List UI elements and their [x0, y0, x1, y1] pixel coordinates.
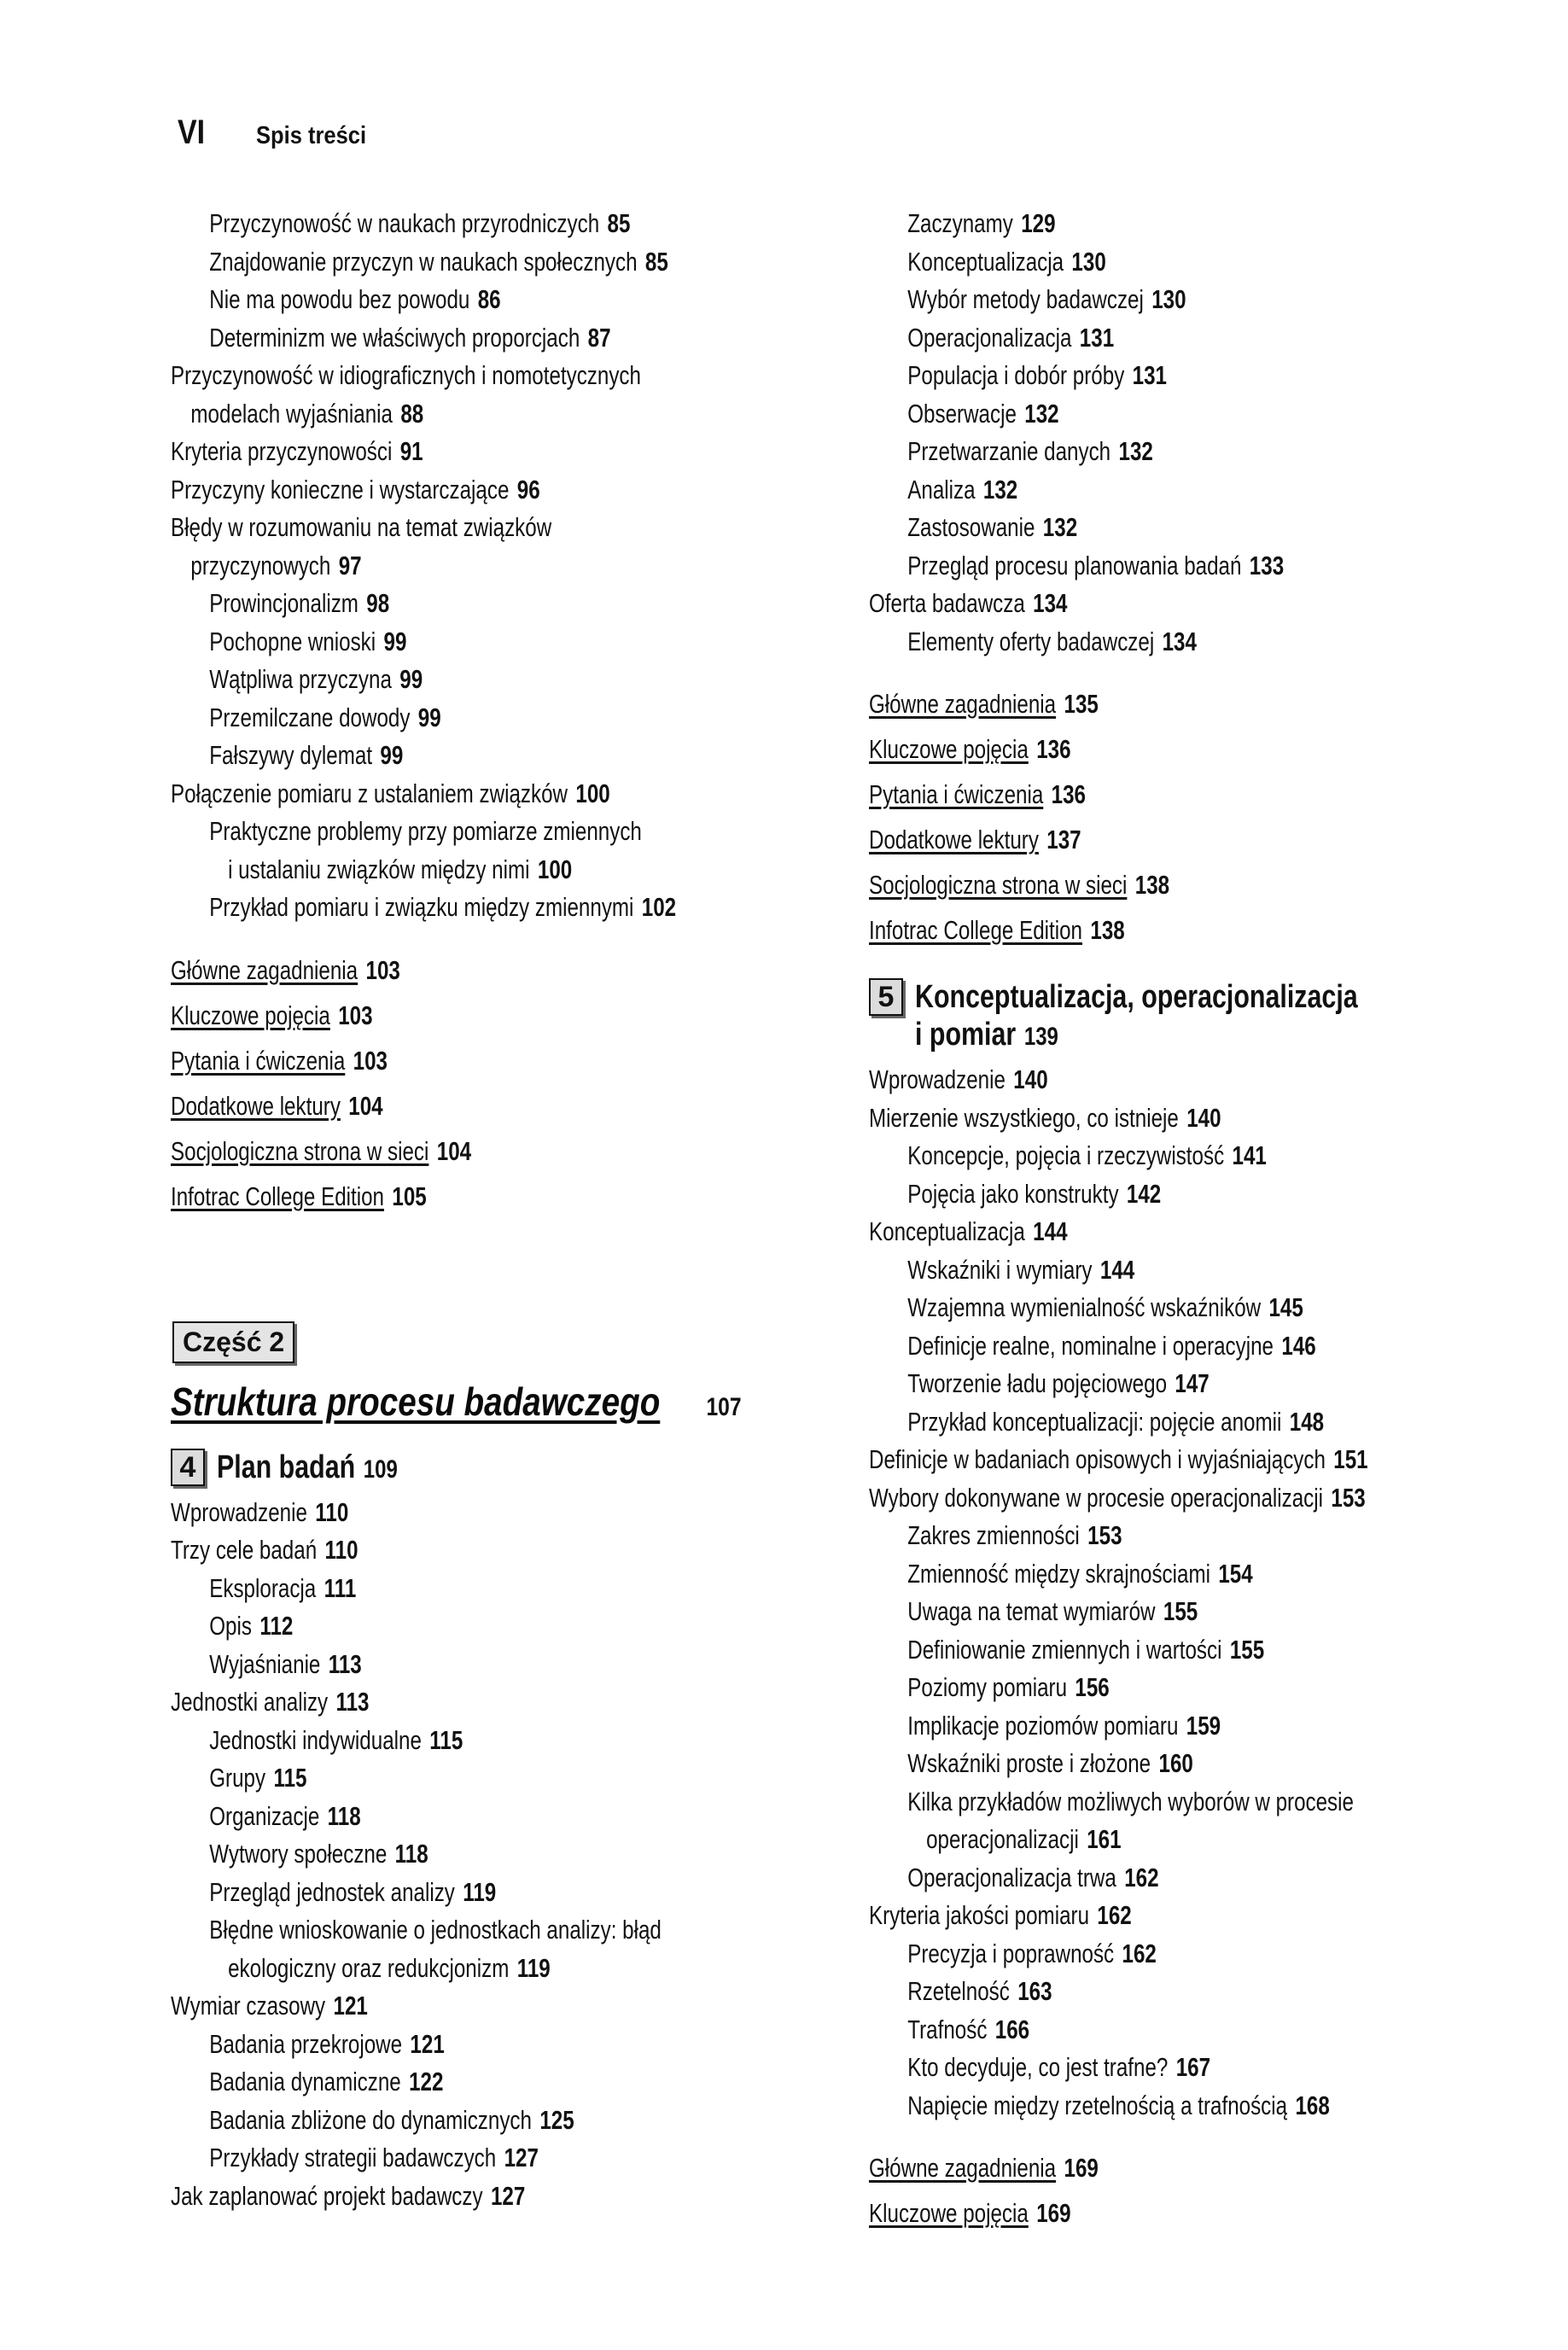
toc-entry [869, 395, 1388, 434]
toc-entry-page: 160 [1158, 1748, 1193, 1778]
toc-entry-page: 121 [333, 1991, 368, 2021]
toc-entry [171, 1683, 703, 1722]
chapter-page: 139 [1023, 1023, 1058, 1051]
toc-ref-entry [171, 1038, 703, 1083]
toc-entry-title: Błędy w rozumowaniu na temat związków [171, 512, 552, 542]
toc-ref-entry [171, 1174, 703, 1219]
toc-list-chapter-4 [171, 1494, 854, 2216]
toc-entry [171, 1494, 703, 1532]
toc-entry-title: Wzajemna wymienialność wskaźników [907, 1292, 1262, 1322]
toc-entry [869, 1669, 1388, 1707]
toc-entry-page: 132 [1118, 436, 1153, 466]
toc-ref-entry [869, 726, 1388, 772]
toc-entry [869, 1783, 1388, 1822]
toc-entry-title: ekologiczny oraz redukcjonizm [228, 1952, 510, 1983]
toc-entry-page: 156 [1075, 1672, 1110, 1702]
toc-entry-title: Przyczyny konieczne i wystarczające [171, 474, 510, 504]
toc-entry [171, 1987, 703, 2026]
toc-ref-page: 137 [1046, 825, 1081, 854]
toc-entry-page: 155 [1163, 1596, 1198, 1626]
toc-entry [869, 1213, 1388, 1251]
toc-ref-title: Socjologiczna strona w sieci [869, 870, 1128, 900]
toc-entry-title: Poziomy pomiaru [907, 1672, 1068, 1702]
toc-entry [171, 319, 703, 358]
chapter-title [915, 978, 1358, 1056]
toc-entry-page: 112 [259, 1611, 294, 1641]
toc-entry [171, 1759, 703, 1798]
toc-entry-page: 118 [327, 1800, 361, 1831]
part-page: 107 [706, 1392, 742, 1421]
toc-entry [869, 1935, 1388, 1974]
toc-entry-page: 144 [1099, 1254, 1135, 1285]
toc-entry-title: Eksploracja [209, 1572, 317, 1603]
right-column [869, 205, 1535, 2236]
toc-entry-page: 140 [1186, 1102, 1221, 1133]
toc-entry [171, 699, 703, 738]
toc-entry-title: Zaczynamy [907, 208, 1013, 238]
toc-ref-page: 135 [1064, 689, 1099, 719]
toc-entry-page: 166 [994, 2014, 1030, 2044]
toc-entry-page: 96 [516, 474, 540, 504]
toc-ref-page: 169 [1036, 2198, 1071, 2228]
toc-entry-page: 154 [1218, 1558, 1253, 1589]
toc-entry-title: Wprowadzenie [869, 1064, 1006, 1094]
toc-entry [869, 1327, 1388, 1366]
toc-ref-title: Dodatkowe lektury [171, 1090, 341, 1121]
toc-entry-page: 129 [1021, 208, 1056, 238]
toc-entry [171, 1531, 703, 1570]
toc-entry-title: Wyjaśnianie [209, 1648, 321, 1679]
toc-entry-page: 144 [1033, 1216, 1068, 1246]
toc-entry [171, 585, 703, 623]
toc-entry [869, 1099, 1388, 1138]
toc-entry-page: 133 [1249, 550, 1285, 580]
toc-entry-title: Koncepcje, pojęcia i rzeczywistość [907, 1140, 1225, 1170]
toc-entry-title: Badania dynamiczne [209, 2067, 401, 2096]
toc-ref-entry [171, 948, 703, 993]
toc-refs-right-bottom [869, 2145, 1535, 2236]
chapter-title-line1: Konceptualizacja, operacjonalizacja [915, 979, 1358, 1015]
toc-ref-page: 138 [1090, 915, 1125, 945]
toc-entry-title: Jak zaplanować projekt badawczy [171, 2180, 483, 2211]
chapter-number-box: 5 [869, 978, 903, 1016]
toc-entry [869, 2011, 1388, 2050]
toc-entry-page: 159 [1186, 1710, 1221, 1741]
toc-entry-title: Zmienność między skrajnościami [907, 1558, 1210, 1589]
toc-ref-entry [869, 2190, 1388, 2236]
toc-entry-page: 122 [409, 2067, 444, 2096]
toc-entry-title: Definiowanie zmiennych i wartości [907, 1634, 1222, 1665]
toc-ref-page: 104 [436, 1135, 472, 1166]
toc-entry [171, 1798, 703, 1836]
toc-entry-page: 162 [1097, 1900, 1132, 1930]
toc-entry [869, 1441, 1388, 1479]
toc-entry-page: 85 [607, 208, 631, 238]
toc-entry-page: 113 [335, 1687, 370, 1717]
toc-entry [869, 1137, 1388, 1175]
toc-entry-title: Mierzenie wszystkiego, co istnieje [869, 1102, 1179, 1133]
toc-entry [171, 1950, 703, 1988]
toc-entry-title: Przykład pomiaru i związku między zmiennymi [209, 892, 634, 922]
toc-entry-title: Błędne wnioskowanie o jednostkach analizy: błąd [209, 1915, 662, 1945]
toc-entry [171, 1646, 703, 1684]
toc-entry [171, 889, 703, 927]
toc-ref-entry [869, 681, 1388, 726]
toc-refs-right [869, 681, 1535, 953]
toc-entry [869, 1061, 1388, 1099]
toc-entry-title: operacjonalizacji [926, 1824, 1079, 1854]
toc-entry-title: Grupy [209, 1763, 266, 1793]
toc-entry-title: Przyczynowość w idiograficznych i nomotetycznych [171, 360, 641, 390]
part-title: Struktura procesu badawczego [171, 1379, 661, 1424]
toc-ref-title: Infotrac College Edition [869, 915, 1083, 945]
toc-entry-page: 148 [1289, 1406, 1325, 1437]
toc-entry [869, 1973, 1388, 2011]
toc-entry [869, 471, 1388, 510]
toc-entry [869, 1707, 1388, 1746]
toc-entry-page: 142 [1126, 1178, 1162, 1209]
toc-entry-page: 99 [383, 626, 407, 656]
toc-entry [869, 509, 1388, 547]
toc-entry-page: 88 [400, 398, 424, 429]
toc-entry-title: Definicje w badaniach opisowych i wyjaśniających [869, 1444, 1326, 1474]
toc-entry-title: Pochopne wnioski [209, 626, 376, 656]
toc-entry-page: 145 [1268, 1292, 1303, 1322]
toc-entry-title: Jednostki analizy [171, 1687, 329, 1717]
toc-entry-title: Wskaźniki i wymiary [907, 1254, 1093, 1285]
toc-entry [171, 395, 703, 434]
toc-entry [869, 1517, 1388, 1555]
toc-ref-title: Pytania i ćwiczenia [171, 1045, 346, 1076]
toc-entry-page: 167 [1175, 2052, 1211, 2082]
toc-entry [171, 813, 703, 851]
toc-entry [171, 775, 703, 813]
toc-entry-page: 86 [477, 284, 501, 314]
toc-entry-title: Napięcie między rzetelnością a trafnością [907, 2090, 1288, 2120]
toc-entry-title: Elementy oferty badawczej [907, 626, 1155, 656]
toc-entry-title: Wprowadzenie [171, 1496, 307, 1527]
toc-entry-title: Definicje realne, nominalne i operacyjne [907, 1330, 1274, 1361]
toc-entry-title: Analiza [907, 474, 976, 504]
toc-entry [869, 281, 1388, 319]
toc-entry [869, 1403, 1388, 1442]
toc-entry-title: Obserwacje [907, 398, 1017, 429]
toc-entry-page: 131 [1132, 360, 1168, 390]
toc-entry-title: Jednostki indywidualne [209, 1724, 422, 1755]
toc-entry [869, 547, 1388, 586]
toc-entry [869, 1555, 1388, 1594]
toc-ref-title: Infotrac College Edition [171, 1181, 385, 1211]
toc-ref-title: Pytania i ćwiczenia [869, 779, 1044, 809]
page-header [178, 114, 382, 165]
part-label-box: Część 2 [172, 1321, 294, 1363]
toc-entry [869, 1289, 1388, 1327]
toc-entry-title: Tworzenie ładu pojęciowego [907, 1368, 1168, 1398]
toc-ref-title: Dodatkowe lektury [869, 825, 1039, 854]
running-title: Spis treści [256, 122, 367, 149]
toc-entry-page: 100 [575, 778, 610, 808]
toc-entry [171, 205, 703, 243]
toc-entry-page: 115 [429, 1724, 463, 1755]
toc-ref-entry [171, 1128, 703, 1174]
toc-list-left-top [171, 205, 854, 927]
toc-entry-page: 162 [1124, 1862, 1159, 1892]
toc-list-chapter-5 [869, 1061, 1535, 2125]
toc-entry [171, 433, 703, 471]
toc-entry-page: 125 [539, 2104, 574, 2135]
toc-ref-entry [171, 1083, 703, 1128]
toc-entry-page: 147 [1175, 1368, 1210, 1398]
toc-entry-title: Oferta badawcza [869, 588, 1025, 618]
toc-entry-title: Przegląd jednostek analizy [209, 1876, 455, 1907]
toc-ref-title: Główne zagadnienia [869, 2153, 1057, 2183]
toc-ref-page: 136 [1036, 734, 1071, 764]
toc-entry [171, 851, 703, 889]
toc-entry [869, 2049, 1388, 2087]
toc-entry-title: Badania zbliżone do dynamicznych [209, 2104, 532, 2135]
toc-entry-title: Konceptualizacja [869, 1216, 1025, 1246]
toc-entry-title: Kto decyduje, co jest trafne? [907, 2052, 1169, 2082]
part-title-row [171, 1379, 854, 1425]
toc-ref-page: 105 [392, 1181, 427, 1211]
chapter-page: 109 [363, 1455, 398, 1484]
toc-entry-page: 99 [380, 740, 404, 770]
toc-entry-title: Trafność [907, 2014, 988, 2044]
chapter-5-heading [869, 978, 1535, 1056]
toc-entry [869, 205, 1388, 243]
toc-entry-title: Populacja i dobór próby [907, 360, 1125, 390]
page-number: VI [178, 114, 206, 151]
toc-entry [171, 281, 703, 319]
chapter-title-text: Plan badań [217, 1449, 356, 1485]
toc-entry-title: Wskaźniki proste i złożone [907, 1748, 1151, 1778]
toc-entry-page: 132 [1042, 512, 1078, 542]
toc-entry-page: 98 [366, 588, 390, 618]
toc-entry [171, 623, 703, 662]
toc-ref-page: 136 [1051, 779, 1086, 809]
toc-entry-title: Uwaga na temat wymiarów [907, 1596, 1156, 1626]
toc-entry-page: 168 [1295, 2090, 1330, 2120]
toc-entry [171, 509, 703, 547]
toc-entry [869, 1859, 1388, 1898]
toc-entry [869, 585, 1388, 623]
toc-list-right-top [869, 205, 1535, 661]
toc-ref-page: 104 [348, 1090, 383, 1121]
toc-entry-page: 119 [463, 1876, 497, 1907]
toc-refs-left [171, 948, 854, 1219]
toc-ref-title: Kluczowe pojęcia [171, 1000, 330, 1030]
toc-entry-page: 102 [641, 892, 677, 922]
toc-entry [171, 737, 703, 775]
toc-entry-page: 127 [504, 2143, 539, 2172]
toc-ref-title: Główne zagadnienia [171, 954, 358, 985]
toc-entry-title: Przykłady strategii badawczych [209, 2143, 497, 2172]
toc-entry-page: 85 [644, 246, 668, 277]
toc-entry-page: 140 [1013, 1064, 1048, 1094]
toc-entry-title: Znajdowanie przyczyn w naukach społecznych [209, 246, 638, 277]
toc-entry-page: 119 [516, 1952, 551, 1983]
toc-entry-page: 111 [324, 1572, 357, 1603]
toc-entry-page: 100 [537, 854, 573, 884]
toc-entry [869, 2087, 1388, 2125]
toc-entry-page: 110 [315, 1496, 349, 1527]
toc-entry-title: Trzy cele badań [171, 1535, 318, 1565]
toc-entry-title: Zakres zmienności [907, 1520, 1080, 1550]
toc-entry-title: Badania przekrojowe [209, 2028, 403, 2059]
toc-entry-title: Przykład konceptualizacji: pojęcie anomii [907, 1406, 1282, 1437]
toc-entry-title: Pojęcia jako konstrukty [907, 1178, 1119, 1209]
toc-ref-page: 138 [1134, 870, 1170, 900]
toc-entry-title: Połączenie pomiaru z ustalaniem związków [171, 778, 568, 808]
toc-entry-title: Praktyczne problemy przy pomiarze zmiennych [209, 816, 642, 846]
toc-entry-page: 132 [982, 474, 1018, 504]
toc-ref-page: 103 [338, 1000, 373, 1030]
toc-entry-title: Przetwarzanie danych [907, 436, 1111, 466]
toc-entry [869, 357, 1388, 395]
left-column [171, 205, 854, 2215]
toc-entry-title: Przemilczane dowody [209, 702, 411, 732]
toc-ref-title: Kluczowe pojęcia [869, 734, 1029, 764]
toc-ref-page: 103 [353, 1045, 388, 1076]
toc-entry-title: przyczynowych [190, 550, 331, 580]
chapter-4-heading [171, 1449, 854, 1489]
toc-ref-entry [869, 862, 1388, 907]
toc-entry-title: Wymiar czasowy [171, 1991, 326, 2021]
toc-entry-title: Organizacje [209, 1800, 320, 1831]
toc-ref-entry [869, 907, 1388, 953]
toc-entry [869, 1897, 1388, 1935]
toc-entry [869, 433, 1388, 471]
toc-entry [171, 2026, 703, 2064]
toc-entry-title: Zastosowanie [907, 512, 1035, 542]
toc-entry [171, 1874, 703, 1912]
toc-entry [171, 1911, 703, 1950]
toc-entry-page: 151 [1333, 1444, 1368, 1474]
toc-entry-title: i ustalaniu związków między nimi [228, 854, 530, 884]
toc-entry [869, 319, 1388, 358]
toc-entry-page: 130 [1151, 284, 1186, 314]
toc-entry-title: Implikacje poziomów pomiaru [907, 1710, 1179, 1741]
toc-entry-title: Wybory dokonywane w procesie operacjonalizacji [869, 1482, 1324, 1513]
toc-entry-title: Rzetelność [907, 1976, 1010, 2006]
toc-entry-title: Przegląd procesu planowania badań [907, 550, 1242, 580]
toc-entry [869, 1365, 1388, 1403]
toc-entry [171, 2063, 703, 2102]
toc-entry [869, 1479, 1388, 1518]
toc-entry-page: 99 [417, 702, 441, 732]
toc-entry-title: Determinizm we właściwych proporcjach [209, 322, 580, 353]
toc-entry-page: 131 [1079, 322, 1115, 353]
toc-entry-page: 163 [1017, 1976, 1052, 2006]
toc-entry [171, 471, 703, 510]
toc-entry [171, 2139, 703, 2178]
chapter-title [217, 1449, 398, 1489]
toc-entry-page: 134 [1033, 588, 1068, 618]
toc-entry-page: 130 [1071, 246, 1106, 277]
toc-entry [171, 547, 703, 586]
toc-entry-page: 153 [1087, 1520, 1122, 1550]
chapter-title-line2-wrap [915, 1016, 1358, 1056]
toc-entry [171, 2178, 703, 2216]
toc-entry [869, 1251, 1388, 1290]
chapter-title-line2: i pomiar [915, 1017, 1017, 1053]
toc-entry-page: 146 [1281, 1330, 1316, 1361]
toc-entry [869, 1631, 1388, 1670]
toc-entry-title: Wytwory społeczne [209, 1839, 388, 1869]
toc-ref-entry [869, 772, 1388, 817]
toc-entry-title: Prowincjonalizm [209, 588, 358, 618]
toc-entry-title: Nie ma powodu bez powodu [209, 284, 470, 314]
toc-entry [171, 1570, 703, 1608]
toc-entry [171, 243, 703, 282]
toc-ref-entry [869, 817, 1388, 862]
toc-entry [869, 1593, 1388, 1631]
toc-entry-title: Wątpliwa przyczyna [209, 664, 392, 694]
toc-entry [869, 243, 1388, 282]
toc-ref-title: Kluczowe pojęcia [869, 2198, 1029, 2228]
toc-entry-page: 113 [328, 1648, 362, 1679]
toc-entry-page: 115 [273, 1763, 307, 1793]
toc-entry-title: Przyczynowość w naukach przyrodniczych [209, 208, 600, 238]
toc-entry-title: Konceptualizacja [907, 246, 1064, 277]
toc-entry-page: 132 [1024, 398, 1059, 429]
toc-entry-page: 162 [1122, 1938, 1157, 1968]
toc-entry-title: Fałszywy dylemat [209, 740, 373, 770]
toc-entry [171, 1607, 703, 1646]
toc-entry [869, 1745, 1388, 1783]
toc-entry-title: Kilka przykładów możliwych wyborów w procesie [907, 1786, 1354, 1816]
toc-entry [869, 623, 1388, 662]
toc-entry-page: 87 [587, 322, 611, 353]
toc-entry-page: 121 [410, 2028, 445, 2059]
toc-entry [171, 1835, 703, 1874]
toc-ref-entry [171, 993, 703, 1038]
toc-entry-page: 110 [324, 1535, 358, 1565]
toc-ref-page: 103 [365, 954, 400, 985]
toc-entry-page: 155 [1229, 1634, 1265, 1665]
toc-entry [171, 661, 703, 699]
toc-entry [171, 1722, 703, 1760]
toc-entry [171, 357, 703, 395]
toc-entry-page: 118 [394, 1839, 428, 1869]
toc-entry-page: 141 [1232, 1140, 1267, 1170]
toc-entry [171, 2102, 703, 2140]
toc-entry-title: Operacjonalizacja trwa [907, 1862, 1116, 1892]
toc-entry-title: Opis [209, 1611, 252, 1641]
toc-ref-page: 169 [1064, 2153, 1099, 2183]
chapter-number-box: 4 [171, 1449, 205, 1486]
toc-entry-title: Wybór metody badawczej [907, 284, 1144, 314]
toc-entry-title: Operacjonalizacja [907, 322, 1072, 353]
toc-entry-title: Kryteria jakości pomiaru [869, 1900, 1090, 1930]
toc-entry-page: 134 [1162, 626, 1197, 656]
toc-ref-title: Główne zagadnienia [869, 689, 1057, 719]
toc-entry [869, 1821, 1388, 1859]
toc-entry-page: 99 [399, 664, 423, 694]
toc-entry-title: Precyzja i poprawność [907, 1938, 1115, 1968]
toc-entry [869, 1175, 1388, 1214]
toc-entry-title: modelach wyjaśniania [190, 398, 393, 429]
toc-entry-page: 91 [399, 436, 423, 466]
toc-ref-title: Socjologiczna strona w sieci [171, 1135, 429, 1166]
toc-entry-page: 97 [338, 550, 362, 580]
toc-entry-page: 161 [1087, 1824, 1122, 1854]
toc-entry-title: Kryteria przyczynowości [171, 436, 393, 466]
toc-entry-page: 153 [1331, 1482, 1366, 1513]
toc-entry-page: 127 [490, 2180, 526, 2211]
toc-ref-entry [869, 2145, 1388, 2190]
